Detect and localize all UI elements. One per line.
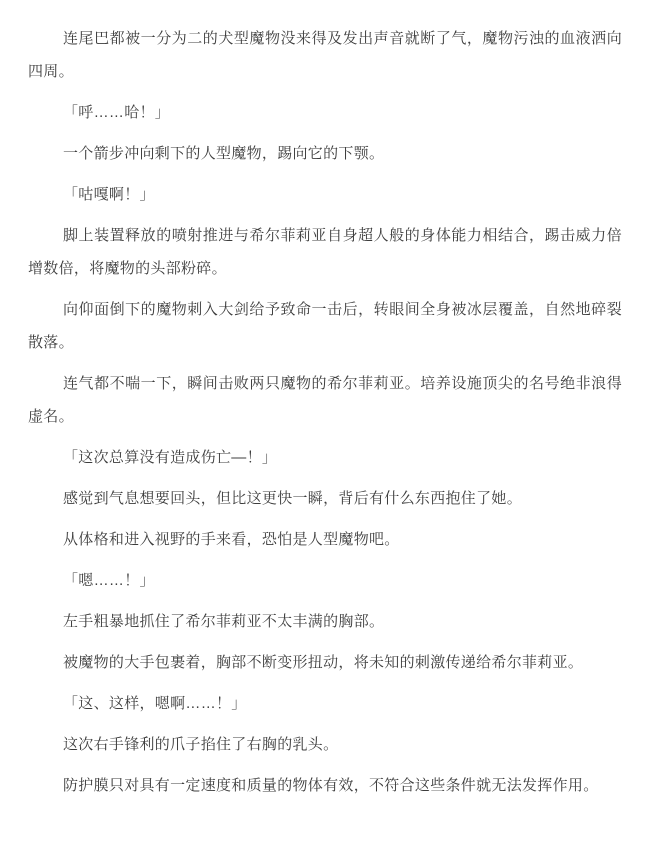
novel-paragraph-12: 左手粗暴地抓住了希尔菲莉亚不太丰满的胸部。 — [63, 613, 385, 630]
novel-paragraph-11: 「嗯……！」 — [63, 572, 155, 589]
novel-paragraph-2: 「呼……哈！」 — [63, 104, 171, 121]
novel-paragraph-6: 向仰面倒下的魔物刺入大剑给予致命一击后，转眼间全身被冰层覆盖，自然地碎裂散落。 — [28, 301, 622, 351]
novel-paragraph-13: 被魔物的大手包裹着，胸部不断变形扭动，将未知的刺激传递给希尔菲莉亚。 — [63, 654, 584, 671]
novel-paragraph-15: 这次右手锋利的爪子掐住了右胸的乳头。 — [63, 736, 339, 753]
novel-paragraph-9: 感觉到气息想要回头，但比这更快一瞬，背后有什么东西抱住了她。 — [63, 490, 523, 507]
novel-paragraph-7: 连气都不喘一下，瞬间击败两只魔物的希尔菲莉亚。培养设施顶尖的名号绝非浪得虚名。 — [28, 375, 622, 425]
novel-paragraph-4: 「咕嘎啊！」 — [63, 186, 155, 203]
novel-paragraph-16: 防护膜只对具有一定速度和质量的物体有效，不符合这些条件就无法发挥作用。 — [63, 777, 599, 794]
novel-paragraph-8: 「这次总算没有造成伤亡—！」 — [63, 449, 278, 466]
novel-paragraph-14: 「这、这样，嗯啊……！」 — [63, 695, 247, 712]
novel-paragraph-1: 连尾巴都被一分为二的犬型魔物没来得及发出声音就断了气，魔物污浊的血液洒向四周。 — [28, 30, 622, 80]
novel-paragraph-10: 从体格和进入视野的手来看，恐怕是人型魔物吧。 — [63, 531, 400, 548]
novel-paragraph-3: 一个箭步冲向剩下的人型魔物，踢向它的下颚。 — [63, 145, 385, 162]
novel-paragraph-5: 脚上装置释放的喷射推进与希尔菲莉亚自身超人般的身体能力相结合，踢击威力倍增数倍，将魔物的头部粉碎。 — [28, 227, 622, 277]
